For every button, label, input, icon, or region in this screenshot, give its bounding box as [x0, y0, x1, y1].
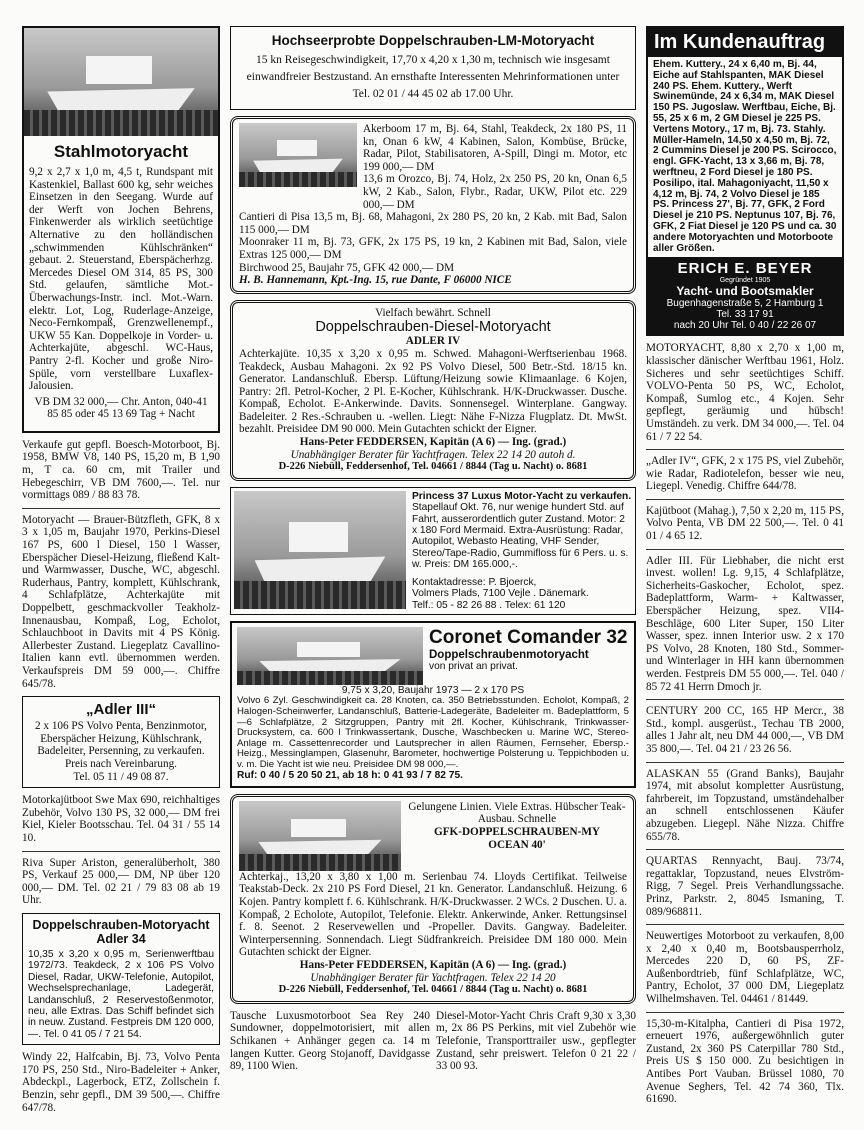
ad-text: 10,35 x 3,20 x 0,95 m, Serienwerftbau 1972/73. Teakdeck, 2 x 106 PS Volvo Diesel, Radar, UKW-Telefonie, Autopilot, Wechselsprechanlage, Ladegerät, Landanschluß, 2 Reservestoßenmotor, neu, alle Extras. Das Schiff befindet sich in neuw. Zustand. Festpreis DM 120 000,—. Tel. 0 41 05 / 7 21 54. — [28, 948, 214, 1040]
signature: H. B. Hannemann, Kpt.-Ing. 15, rue Dante, F 06000 NICE — [239, 274, 512, 287]
ad-text: Achterkaj., 13,20 x 3,80 x 1,00 m. Serienbau 74. Lloyds Certifikat. Teilweise Teakstab-Deck. 2x 210 PS Ford Diesel, 21 kn. Generator. Landanschluß. Heizung. 6 Kojen. Pantry komplett f. 6. Kühlschrank. H/K-Druckwasser. 2 WCs. 2 Duschen. U. a. Kompaß, 2 Echolote, Autopilot, Telefonie. Elektr. Ankerwinde, Anker. Rettungsinsel f. 8. Seenot. 2 Reservewellen und -Propeller. Davits. Gangway. Badeleiter. Winterpersenning. Sonnendach. Liegt Südfrankreich. Preisidee DM 180 000. Mein Gutachten schickt der Eigner. — [239, 870, 627, 959]
signature: Hans-Peter FEDDERSEN, Kapitän (A 6) — Ing. (grad.) — [299, 436, 567, 449]
water — [239, 854, 401, 871]
ad-tel: Tel. 05 11 / 49 08 87. — [73, 770, 169, 783]
water — [239, 172, 357, 187]
ad-contact: VB DM 32 000,— Chr. Anton, 040-41 85 85 oder 45 13 69 Tag + Nacht — [34, 395, 208, 421]
boat-photo — [239, 123, 357, 187]
column-middle — [230, 26, 636, 1079]
ad-title: Princess 37 Luxus Motor-Yacht zu verkaufen. — [412, 490, 632, 502]
ad-feddersen-adler-iv — [230, 300, 636, 481]
ad-title: Hochseerprobte Doppelschrauben-LM-Motoryacht — [271, 33, 595, 48]
boat-cabin — [86, 56, 152, 84]
company-name: ERICH E. BEYER — [677, 260, 813, 278]
divider — [646, 762, 844, 763]
divider — [646, 449, 844, 450]
ad-motoryacht: Motoryacht — Brauer-Bützfleth, GFK, 8 x 3 x 1,05 m, Baujahr 1970, Perkins-Diesel 167 PS, 600 l Diesel, 150 l Wasser, Eberspächer Diesel-Heizung, fließend Kalt- und Warmwasser, Dusche, WC, abgeschl. Ruderhaus, Pantry, komplett, Kühlschrank, 4 Schlafplätze, Achterkajüte mit Doppelbett, geschmackvoller Teakholz-Innenausbau, Kompaß, Log, Echolot, Schlauchboot in Davits mit 4 PS König. Allerbester Zustand. Liegeplatz Cavallino-Italien kann evtl. übernommen werden. Verkaufspreis DM 59 000,—. Chiffre 645/78. — [22, 513, 220, 690]
ad-hannemann — [230, 116, 636, 294]
ad-ruf: Ruf: 0 40 / 5 20 50 21, ab 18 h: 0 41 93 / 7 82 75. — [237, 770, 463, 782]
contact: Volmers Plads, 7100 Vejle . Dänemark. — [412, 588, 589, 600]
beyer-footer — [648, 257, 842, 334]
signature: Unabhängiger Berater für Yachtfragen. Telex 22 14 20 — [310, 971, 556, 984]
ad-text: 15 kn Reisegeschwindigkeit, 17,70 x 4,20 x 1,30 m, technisch wie insgesamt einwandfreier Bestzustand. An ernsthafte Interessenten Mehrinformationen unter Tel. 02 01 / 44 45 02 ab 17.00 Uhr. — [246, 54, 620, 100]
ad-beyer — [646, 26, 844, 336]
boat-photo — [234, 491, 406, 609]
listing: Birchwood 25, Baujahr 75, GFK 42 000,— DM — [239, 261, 455, 274]
ad-adler-iii: Adler III. Für Liebhaber, die nicht erst invest. wollen! Lg. 9,15, 4 Schlafplätze, Sicherheits-Gaskocher, Echolot, spez. Badeplattform, Warm- + Kaltwasser, Eberspächer Heizung, spez. VII4-Beschläge, 600 Liter Super, 150 Liter Wasser, spez. innen Interior usw. 2 x 170 PS Volvo, 28 Knoten, 180 Std., Sommer- und Winterlager in HH kann übernommen werden. Festpreis DM 55 000,—. Tel. 040 / 85 72 41 Herrn Dmoch jr. — [646, 554, 844, 693]
ad-century: CENTURY 200 CC, 165 HP Mercr., 38 Std., kompl. ausgerüst., Techau TB 2000, alles 1 Jahr alt, neu DM 44 000,—, VB DM 35 800,—. Tel. 04 21 / 23 26 56. — [646, 705, 844, 755]
ad-motoryacht: MOTORYACHT, 8,80 x 2,70 x 1,00 m, klassischer dänischer Werftbau 1961, Holz. Sicheres und sehr seetüchtiges Schiff. VOLVO-Penta 50 PS, WC, Echolot, Kompaß, Sumlog etc., 4 Kojen. Sehr gepflegt, geräumig und hübsch! Umständeh. zu verk. DM 34 000,—. Tel. 04 61 / 7 22 54. — [646, 342, 844, 443]
company-tel: Tel. 33 17 91 — [716, 309, 774, 321]
ad-lm-motoryacht — [230, 26, 636, 110]
divider — [646, 549, 844, 550]
ad-pre: Vielfach bewährt. Schnell — [375, 306, 491, 319]
ad-title: Coronet Comander 32 — [429, 626, 628, 648]
ad-riva: Riva Super Ariston, generalüberholt, 380 PS, Verkauf 25 000,— DM, NP über 120 000,— DM. Tel. 02 21 / 79 83 08 ab 19 Uhr. — [22, 856, 220, 907]
divider — [22, 508, 220, 509]
contact: Kontaktadresse: P. Bjoerck, — [412, 576, 537, 588]
ad-text: Achterkajüte. 10,35 x 3,20 x 0,95 m. Schwed. Mahagoni-Werftserienbau 1968. Teakdeck, Ausbau Mahagoni. 2x 92 PS Volvo Diesel, 500 Betr.-Std. 18/15 kn. Generator. Landanschluß. Ebersp. Lüftung/Heizung sowie Klimaanlage. 6 Kojen, Pantry: 2fl. Petrol-Kocher, 2 Pl. E-Kocher, Kühlschrank. H/K-Druckwasser. Dusche. Kompaß, Echolot. E-Ankerwinde. Davits. Sonnensegel. Winterplane. Gangway. Badeleiter. 2 Res.-Schrauben u. -wellen. Liegt: Nähe F-Nizza Flugplatz. Dt. MwSt. bezahlt. Preisidee DM 90 000. Mein Gutachten schickt der Eigner. — [239, 347, 627, 436]
ad-alaskan: ALASKAN 55 (Grand Banks), Baujahr 1974, mit absolut kompletter Ausrüstung, fahrbereit, im Topzustand, umständehalber an schnell entschlossenen Käufer abzugeben. Liegepl. Nähe Nizza. Chiffre 655/78. — [646, 767, 844, 843]
ad-windy: Windy 22, Halfcabin, Bj. 73, Volvo Penta 170 PS, 250 Std., Niro-Badeleiter + Anker, Abdeckpl., Lagerbock, ETZ, Zollschein f. Benzin, sehr gepfl., DM 39 500,—. Chiffre 647/78. — [22, 1051, 220, 1114]
divider — [646, 499, 844, 500]
ad-title: „Adler III“ — [85, 701, 156, 719]
ad-pre: Gelungene Linien. Viele Extras. Hübscher Teak-Ausbau. Schnelle — [408, 800, 626, 826]
boat-cabin — [297, 642, 360, 657]
column-left — [22, 26, 220, 1120]
ad-stahlmotoryacht — [22, 26, 220, 433]
boat-photo — [24, 28, 218, 136]
ad-title: GFK-DOPPELSCHRAUBEN-MY — [434, 826, 600, 839]
ad-private: von privat an privat. — [429, 660, 518, 672]
ad-subtitle: Doppelschraubenmotoryacht — [429, 648, 589, 661]
listing: Cantieri di Pisa 13,5 m, Bj. 68, Mahagoni, 2x 280 PS, 20 kn, 2 Kab. mit Bad, Salon 115 000,— DM — [239, 211, 627, 236]
column-right — [646, 26, 844, 1112]
ad-text: Volvo 6 Zyl. Geschwindigkeit ca. 28 Knoten, ca. 350 Betriebsstunden. Echolot, Kompaß, 2 Halogen-Scheinwerfer, Landanschluß, Batterie-Ladegeräte, Badeleiter m. Badeplattform, 5—6 Schlafplätze, 2 Sitzgruppen, Pantry mit 2fl. Kocher, Kühlschrank, Trinkwasser-Drucksystem, ca. 600 l Trinkwassertank, Dusche, Waschbecken u. Marine WC, Stereo-Anlage m. Cassettenrecorder und Lautsprecher in allen Räumen, Fernseher, Ebersp.-Heizg., Messinglampen, Glasenuhr, Barometer, hochwertige Polsterung u. Teppichboden u. v. m. Die Yacht ist wie neu. Preisidee DM 98 000,—. — [237, 695, 629, 770]
company-address: Bugenhagenstraße 5, 2 Hamburg 1 — [666, 298, 824, 310]
ad-chris-craft: Diesel-Motor-Yacht Chris Craft 9,30 x 3,30 m, 2x 86 PS Perkins, mit viel Zubehör wie Telefonie, Transporttrailer usw., gepflegter Zustand, sehr preiswert. Telefon 0 21 22 / 33 00 93. — [436, 1009, 636, 1073]
ad-title: Stahlmotoryacht — [53, 142, 189, 161]
divider — [646, 924, 844, 925]
water — [234, 581, 406, 609]
ad-kajutboot: Kajütboot (Mahag.), 7,50 x 2,20 m, 115 PS, Volvo Penta, VB DM 22 500,—. Tel. 0 41 01 / 4 65 12. — [646, 504, 844, 543]
signature: Unabhängiger Berater für Yachtfragen. Telex 22 14 20 autoh d. — [290, 448, 576, 461]
signature: D-226 Niebüll, Feddersenhof, Tel. 04661 / 8844 (Tag u. Nacht) o. 8681 — [278, 461, 588, 473]
ad-quartas: QUARTAS Rennyacht, Bauj. 73/74, regattaklar, Topzustand, neues Elvström-Rigg, 7 Segel. Preis Verhandlungssache. Prinz, Parkstr. 2, 8045 Ismaning, T. 089/968811. — [646, 855, 844, 918]
listing: Ehem. Kuttery., 24 x 6,40 m, Bj. 44, Eiche auf Stahlspanten, MAK Diesel 240 PS. Ehem. Kuttery., Werft Swinemünde, 24 x 6,34 m, MAK Diesel 150 PS. Jugoslaw. Werftbau, Eiche, Bj. 55, 25 x 6 m, 2 GM Diesel je 225 PS. Vertens Motory., 17 m, Bj. 73. Stahly. Müller-Hameln, 14,50 x 4,50 m, Bj. 72, 2 Cummins Diesel je 200 PS. Scirocco, engl. GFK-Yacht, 13 x 3,66 m, Bj. 78, werftneu, 2 Ford Diesel je 180 PS. Posilipo, ital. Mahagoniyacht, 11,50 x 4,12 m, Bj. 74, 2 Volvo Diesel je 185 PS. Princess 27', Bj. 77, GFK, 2 Ford Diesel je 210 PS. Neptunus 107, Bj. 76, GFK, 2 Fiat Diesel je 120 PS und ca. 30 andere Motoryachten und Motorboote aller Größen. — [653, 59, 837, 254]
boat-cabin — [289, 522, 347, 553]
boat-cabin — [277, 140, 317, 157]
listing: Akerboom 17 m, Bj. 64, Stahl, Teakdeck, 2x 180 PS, 11 kn, Onan 6 kW, 4 Kabinen, Salon, Kombüse, Brücke, Radar, Pilot, Stabilisatoren, A-Spill, Dingi m. Motor, etc 199 000,— DM — [363, 123, 627, 173]
boat-cabin — [291, 819, 346, 837]
ad-dims: 9,75 x 3,20, Baujahr 1973 — 2 x 170 PS — [341, 684, 525, 696]
water — [237, 671, 423, 685]
signature: Hans-Peter FEDDERSEN, Kapitän (A 6) — Ing. (grad.) — [299, 959, 567, 972]
ad-text: 2 x 106 PS Volvo Penta, Benzinmotor, Eberspächer Heizung, Kühlschrank, Badeleiter, Persenning, zu verkaufen. Preis nach Vereinbarung. — [35, 720, 207, 770]
ad-coronet — [230, 621, 636, 788]
ad-name: OCEAN 40' — [488, 838, 546, 851]
ad-title: Doppelschrauben-Diesel-Motoryacht — [315, 319, 551, 336]
ad-subtitle: Adler 34 — [96, 931, 146, 946]
ad-sea-rey: Tausche Luxusmotorboot Sea Rey 240 Sundowner, doppelmotorisiert, mit allen Schikanen + Anhänger gegen ca. 14 m langen Kutter. Georg Stojanoff, Davidgasse 89, 1100 Wien. — [230, 1009, 430, 1073]
ad-text: Stapellauf Okt. 76, nur wenige hundert Std. auf Fahrt, ausserordentlich guter Zustand. Motor: 2 x 180 Ford Mermaid. Extra-Ausrüstung: Radar, Autopilot, Webasto Heating, VHF Sender, Stereo/Tape-Radio, Gummifloss für 6 Pers. u. s. w. Preis: DM 165.000,-. — [412, 502, 629, 571]
ad-feddersen-ocean-40 — [230, 794, 636, 1004]
ad-text: 9,2 x 2,7 x 1,0 m, 4,5 t, Rundspant mit Kastenkiel, Ballast 600 kg, sehr weiches Einsetzen in den Seegang. Wurde auf der Werft von Jochen Behrens, Finkenwerder als wirklich seetüchtige Alternative zu den holländischen „schwimmenden Kühlschränken“ gebaut. 2. Steuerstand, Eberspächerhzg. Mercedes Diesel OM 314, 85 PS, 300 Std. gelaufen, sämtliche Mot.-Überwachungs-Instr. incl. Mot.-Warn. elektr. Lot, Log, Ruderlage-Anzeige, Neco-Fernkompaß, Grenzwellenempf., UKW 55 Kan. Doppelkoje in Vorder- u. Achterkajüte, abgeschl. WC-Haus, Pantry 2-fl. Kocher und große Niro-Spüle, vorn verstellbare Luxaflex-Jalousien. — [29, 166, 213, 393]
ad-swe-max: Motorkajütboot Swe Max 690, reichhaltiges Zubehör, Volvo 130 PS, 32 000,— DM frei Kiel, Kieler Bootsschau. Tel. 04 31 / 55 14 10. — [22, 794, 220, 844]
listing: 13,6 m Orozco, Bj. 74, Holz, 2x 250 PS, 20 kn, Onan 6,5 kW, 2 Kab., Salon, Flybr., Radar, UKW, Pilot etc. 229 000,— DM — [363, 173, 627, 211]
ad-title: Doppelschrauben-Motoryacht — [32, 917, 210, 932]
water — [24, 110, 218, 136]
boat-photo — [237, 627, 423, 685]
ad-adler-iv: „Adler IV“, GFK, 2 x 175 PS, viel Zubehör, wie Radar, Radiotelefon, besser wie neu, Liegepl. Venedig. Chiffre 644/78. — [646, 455, 844, 493]
listing: Moonraker 11 m, Bj. 73, GFK, 2x 175 PS, 19 kn, 2 Kabinen mit Bad, Salon, viele Extras 125 000,— DM — [239, 236, 627, 261]
founded: Gegründet 1905 — [719, 277, 771, 285]
company-night: nach 20 Uhr Tel. 0 40 / 22 26 07 — [673, 320, 817, 332]
divider — [22, 851, 220, 852]
ad-neuwertiges: Neuwertiges Motorboot zu verkaufen, 8,00 x 2,40 x 0,40 m, Bootsbausperrholz, Mercedes 220 D, 60 PS, ZF-Außenbordtrieb, fünf Schlafplätze, WC, Pantry, Echolot, 37 000 DM, Liegeplatz Wilhelmshaven. Tel. 04461 / 81449. — [646, 930, 844, 1006]
ad-adler-34 — [22, 913, 220, 1045]
ad-adler-iii — [22, 696, 220, 788]
contact: Telf.: 05 - 82 26 88 . Telex: 61 120 — [412, 599, 566, 611]
ad-boesch: Verkaufe gut gepfl. Boesch-Motorboot, Bj. 1958, BMW V8, 140 PS, 15,20 m, B 1,90 m, T ca. 60 cm, mit Trailer und Hebegeschirr, VB DM 7600,—. Tel. nur vormittags 089 / 88 83 78. — [22, 438, 220, 502]
ad-kitalpha: 15,30-m-Kitalpha, Cantieri di Pisa 1972, erneuert 1976, außergewöhnlich guter Zustand, 2x 360 PS Caterpillar 780 Std., Preis US $ 150 000. Zu besichtigen in Antibes Port Vauban. Brüssel 1080, 70 Avenue Seghers, Tel. 42 74 360, Tlx. 61690. — [646, 1017, 844, 1106]
kundenauftrag-header: Im Kundenauftrag — [648, 28, 842, 57]
company-role: Yacht- und Bootsmakler — [676, 284, 814, 299]
divider — [646, 849, 844, 850]
ad-name: ADLER IV — [405, 335, 461, 348]
ad-princess-37 — [230, 487, 636, 615]
signature: D-226 Niebüll, Feddersenhof, Tel. 04661 / 8844 (Tag u. Nacht) o. 8681 — [278, 984, 588, 996]
boat-photo — [239, 801, 401, 871]
divider — [646, 1012, 844, 1013]
divider — [646, 699, 844, 700]
